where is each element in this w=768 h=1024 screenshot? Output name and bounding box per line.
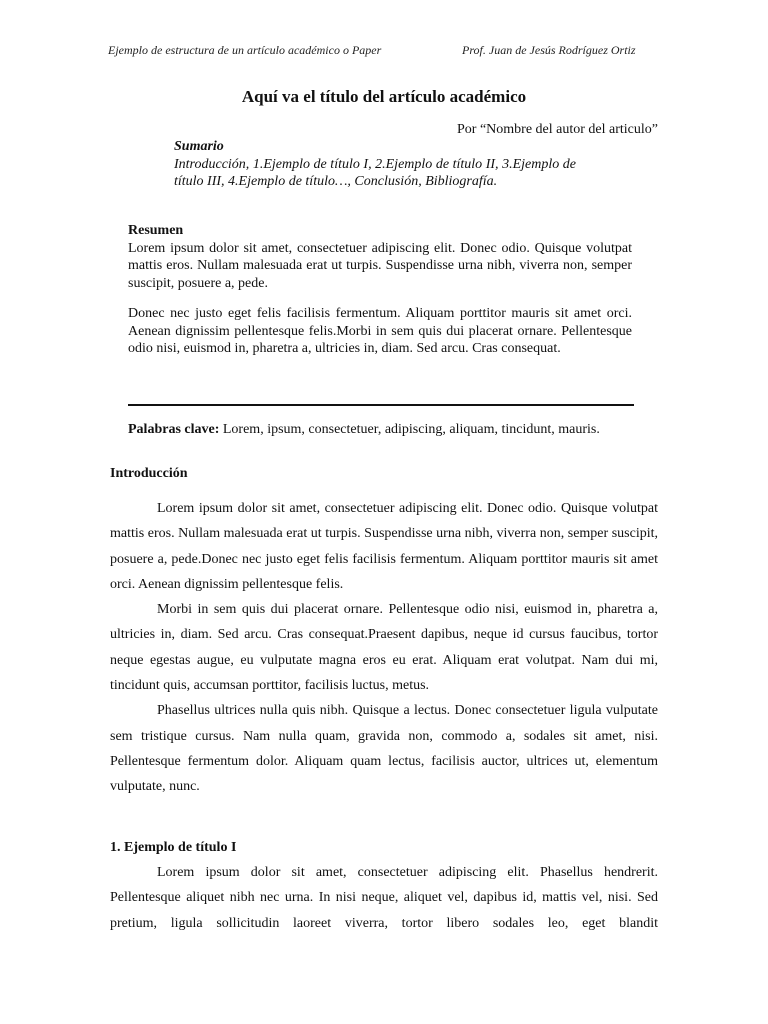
sumario-text: Introducción, 1.Ejemplo de título I, 2.Ejemplo de título II, 3.Ejemplo de título III, 4.Ejemplo de título…, Conclusión, Bibliografía. <box>174 156 576 189</box>
resumen-paragraph: Lorem ipsum dolor sit amet, consectetuer adipiscing elit. Donec odio. Quisque volutpat mattis eros. Nullam malesuada erat ut turpis. Suspendisse urna nibh, viverra non, semper suscipit, posuere a, pede. <box>128 240 632 291</box>
resumen-heading: Resumen <box>128 223 184 238</box>
body-paragraph: Morbi in sem quis dui placerat ornare. Pellentesque odio nisi, euismod in, pharetra a, ultricies in, diam. Sed arcu. Cras consequat.Praesent dapibus, neque id cursus faucibus, tortor neque egestas augue, eu vulputate magna eros eu erat. Aliquam erat volutpat. Nam dui mi, tincidunt quis, accumsan porttitor, facilisis luctus, metus. <box>110 602 658 694</box>
sumario-block <box>174 138 576 191</box>
running-header-left: Ejemplo de estructura de un artículo académico o Paper <box>108 43 382 57</box>
article-title: Aquí va el título del artículo académico <box>241 87 527 106</box>
body-paragraph: Lorem ipsum dolor sit amet, consectetuer adipiscing elit. Phasellus hendrerit. Pellentesque aliquet nibh nec urna. In nisi neque, aliquet vel, dapibus id, mattis vel, nisi. Sed pretium, ligula sollicitudin laoreet viverra, tortor libero sodales leo, eget blandit <box>110 865 658 931</box>
body-paragraph: Lorem ipsum dolor sit amet, consectetuer adipiscing elit. Donec odio. Quisque volutpat mattis eros. Nullam malesuada erat ut turpis. Suspendisse urna nibh, viverra non, semper suscipit, posuere a, pede.Donec nec justo eget felis facilisis fermentum. Aliquam porttitor mauris sit amet orci. Aenean dignissim pellentesque felis. <box>110 501 658 592</box>
horizontal-rule <box>128 404 634 406</box>
resumen-block <box>128 222 632 358</box>
section-heading-ejemplo-titulo-1: 1. Ejemplo de título I <box>110 840 237 855</box>
running-header-right: Prof. Juan de Jesús Rodríguez Ortiz <box>462 43 636 57</box>
body-paragraph: Phasellus ultrices nulla quis nibh. Quisque a lectus. Donec consectetuer ligula vulputate sem tristique cursus. Nam nulla quam, gravida non, commodo a, sodales sit amet, nisi. Pellentesque fermentum dolor. Aliquam quam lectus, facilisis auctor, ultrices ut, elementum vulputate, nunc. <box>110 703 658 795</box>
introduccion-body <box>110 496 658 800</box>
keywords-text: Lorem, ipsum, consectetuer, adipiscing, aliquam, tincidunt, mauris. <box>219 422 600 437</box>
keywords-block <box>128 421 608 439</box>
sumario-heading: Sumario <box>174 139 224 154</box>
section-heading-introduccion: Introducción <box>110 466 188 481</box>
keywords-label: Palabras clave: <box>128 422 220 437</box>
author-line: Por “Nombre del autor del articulo” <box>457 122 658 137</box>
resumen-paragraph: Donec nec justo eget felis facilisis fermentum. Aliquam porttitor mauris sit amet orci. Aenean dignissim pellentesque felis.Morbi in sem quis dui placerat ornare. Pellentesque odio nisi, euismod in, pharetra a, ultricies in, diam. Sed arcu. Cras consequat. <box>128 306 632 356</box>
seccion1-body <box>110 860 658 936</box>
